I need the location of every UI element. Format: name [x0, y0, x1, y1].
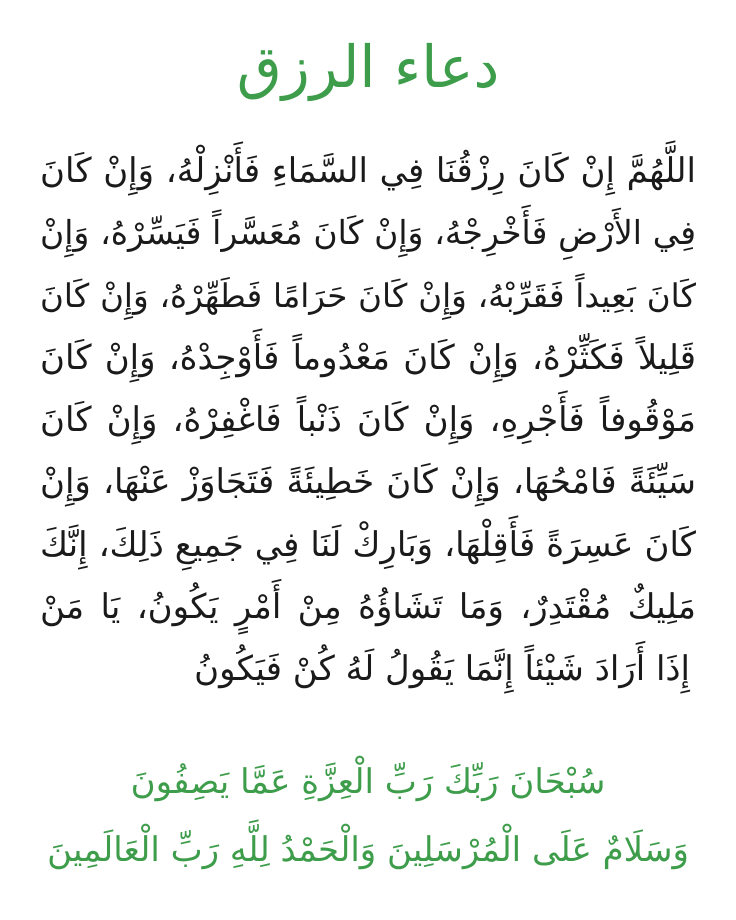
prayer-line: اللَّهُمَّ إِنْ كَانَ رِزْقُنَا فِي السَّمَاءِ فَأَنْزِلْهُ، وَإِنْ كَانَ [40, 151, 696, 191]
prayer-line: فِي الأَرْضِ فَأَخْرِجْهُ، وَإِنْ كَانَ مُعَسَّراً فَيَسِّرْهُ، وَإِنْ [40, 213, 696, 253]
closing-line: سُبْحَانَ رَبِّكَ رَبِّ الْعِزَّةِ عَمَّا يَصِفُونَ [130, 762, 606, 802]
prayer-line: إِذَا أَرَادَ شَيْئاً إِنَّمَا يَقُولُ لَهُ كُنْ فَيَكُونُ [194, 649, 690, 690]
page-title: دعاء الرزق [236, 33, 500, 101]
prayer-line: مَوْقُوفاً فَأَجْرِهِ، وَإِنْ كَانَ ذَنْباً فَاغْفِرْهُ، وَإِنْ كَانَ [40, 400, 696, 441]
prayer-line: سَيِّئَةً فَامْحُهَا، وَإِنْ كَانَ خَطِيئَةً فَتَجَاوَزْ عَنْهَا، وَإِنْ [40, 462, 696, 503]
prayer-line: كَانَ بَعِيداً فَقَرِّبْهُ، وَإِنْ كَانَ حَرَامًا فَطَهِّرْهُ، وَإِنْ كَانَ [40, 276, 696, 315]
closing-line: وَسَلَامٌ عَلَى الْمُرْسَلِينَ وَالْحَمْدُ لِلَّهِ رَبِّ الْعَالَمِينَ [47, 830, 689, 870]
prayer-line: كَانَ عَسِرَةً فَأَقِلْهَا، وَبَارِكْ لَنَا فِي جَمِيعِ ذَلِكَ، إِنَّكَ [40, 524, 696, 565]
prayer-line: قَلِيلاً فَكَثِّرْهُ، وَإِنْ كَانَ مَعْدُوماً فَأَوْجِدْهُ، وَإِنْ كَانَ [40, 337, 696, 378]
prayer-body [40, 140, 696, 701]
closing-verses [40, 748, 696, 884]
prayer-line: مَلِيكٌ مُقْتَدِرٌ، وَمَا تَشَاؤُهُ مِنْ أَمْرٍ يَكُونُ، يَا مَنْ [40, 587, 696, 628]
